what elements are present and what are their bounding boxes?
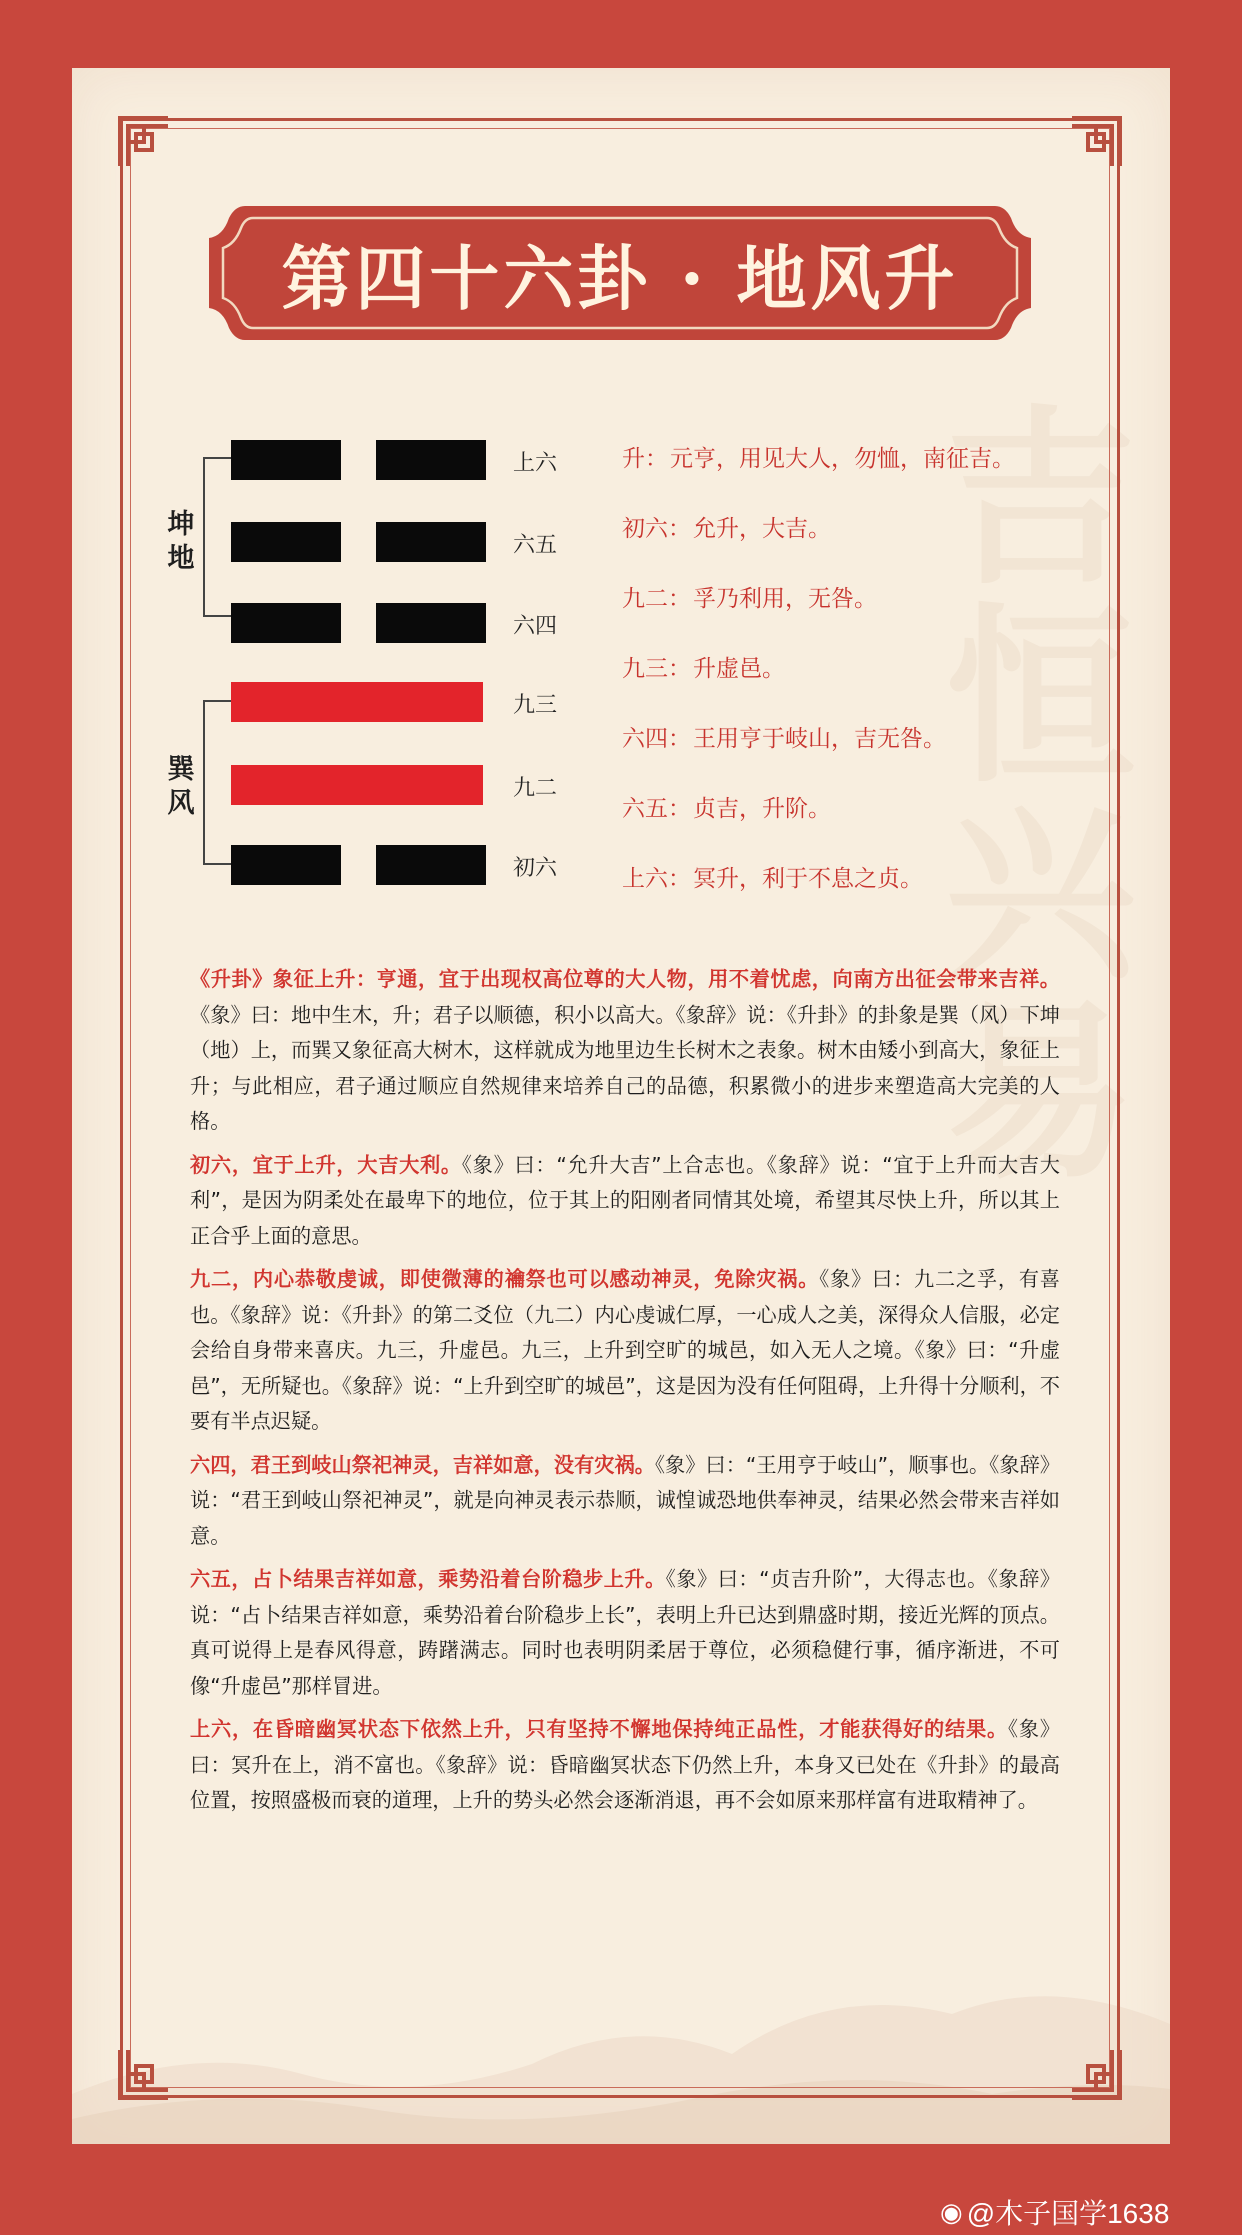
yin-line-left — [231, 845, 341, 885]
lower-trigram-label: 巽风 — [167, 754, 195, 819]
yin-line-right — [376, 522, 486, 562]
title-plaque — [205, 198, 1035, 348]
verse-line — [622, 790, 831, 823]
commentary-paragraph — [190, 1148, 1060, 1255]
verse-text: 冥升，利于不息之贞。 — [693, 866, 923, 892]
corner-ornament-icon — [118, 2048, 170, 2100]
weibo-icon: ◉ — [940, 2196, 963, 2227]
paragraph-text: 《象》曰：冥升在上，消不富也。《象辞》说：昏暗幽冥状态下仍然上升，本身又已处在《升卦》的最高位置，按照盛极而衰的道理，上升的势头必然会逐渐消退，再不会如原来那样富有进取精神了。 — [190, 1717, 1060, 1812]
verse-text: 贞吉，升阶。 — [693, 796, 831, 822]
verse-head: 升： — [622, 446, 668, 472]
watermark-text: @木子国学1638 — [966, 2198, 1170, 2229]
commentary-paragraph — [190, 1562, 1060, 1704]
verse-head: 上六： — [622, 866, 691, 892]
corner-ornament-icon — [1070, 2048, 1122, 2100]
corner-ornament-icon — [118, 116, 170, 168]
line-label: 上六 — [513, 451, 558, 476]
verse-line — [622, 510, 831, 543]
verse-text: 升虚邑。 — [693, 656, 785, 682]
yin-line-right — [376, 845, 486, 885]
yin-line-left — [231, 522, 341, 562]
verse-line — [622, 860, 923, 893]
weibo-watermark — [940, 2189, 1242, 2235]
paragraph-lead: 上六，在昏暗幽冥状态下依然上升，只有坚持不懈地保持纯正品性，才能获得好的结果。 — [190, 1717, 1008, 1741]
verse-head: 九二： — [622, 586, 691, 612]
verse-line — [622, 580, 877, 613]
commentary-paragraph — [190, 962, 1060, 1140]
bracket-tick — [203, 615, 233, 617]
page-title: 第四十六卦 · 地风升 — [281, 236, 959, 320]
corner-ornament-icon — [1070, 116, 1122, 168]
verse-head: 六四： — [622, 726, 691, 752]
verse-line — [622, 440, 1015, 473]
line-label: 六五 — [513, 533, 558, 558]
verse-text: 允升，大吉。 — [693, 516, 831, 542]
bracket-tick — [203, 457, 233, 459]
yang-line — [231, 765, 483, 805]
paragraph-lead: 《升卦》象征上升：亨通，宜于出现权高位尊的大人物，用不着忧虑，向南方出征会带来吉祥。 — [190, 967, 1060, 991]
paragraph-text: 《象》曰：地中生木，升；君子以顺德，积小以高大。《象辞》说：《升卦》的卦象是巽（风）下坤（地）上，而巽又象征高大树木，这样就成为地里边生长树木之表象。树木由矮小到高大，象征上升；与此相应，君子通过顺应自然规律来培养自己的品德，积累微小的进步来塑造高大完美的人格。 — [190, 1002, 1060, 1133]
line-label: 六四 — [513, 614, 558, 639]
paragraph-text: 《象》曰：“王用亨于岐山”，顺事也。《象辞》说：“君王到岐山祭祀神灵”，就是向神灵表示恭顺，诚惶诚恐地供奉神灵，结果必然会带来吉祥如意。 — [190, 1452, 1060, 1548]
paragraph-lead: 九二，内心恭敬虔诚，即使微薄的禴祭也可以感动神灵，免除灾祸。 — [190, 1267, 820, 1291]
line-label: 九三 — [513, 693, 558, 718]
lower-bracket — [203, 700, 205, 865]
commentary-paragraph — [190, 1262, 1060, 1440]
bracket-tick — [203, 863, 233, 865]
yin-line-right — [376, 603, 486, 643]
commentary-paragraph — [190, 1712, 1060, 1819]
verse-line — [622, 720, 946, 753]
verse-head: 初六： — [622, 516, 691, 542]
upper-trigram-label: 坤地 — [167, 509, 195, 574]
verse-head: 九三： — [622, 656, 691, 682]
paragraph-text: 《象》曰：“允升大吉”上合志也。《象辞》说：“宜于上升而大吉大利”，是因为阴柔处在最卑下的地位，位于其上的阳刚者同情其处境，希望其尽快上升，所以其上正合乎上面的意思。 — [190, 1152, 1060, 1248]
line-label: 初六 — [513, 856, 558, 881]
commentary-paragraph — [190, 1448, 1060, 1555]
paragraph-lead: 初六，宜于上升，大吉大利。 — [190, 1152, 462, 1177]
verse-head: 六五： — [622, 796, 691, 822]
yin-line-right — [376, 440, 486, 480]
upper-bracket — [203, 457, 205, 617]
commentary-body — [190, 962, 1060, 1827]
verse-text: 元亨，用见大人，勿恤，南征吉。 — [670, 446, 1015, 472]
yin-line-left — [231, 440, 341, 480]
paragraph-text: 《象》曰：“贞吉升阶”，大得志也。《象辞》说：“占卜结果吉祥如意，乘势沿着台阶稳步上长”，表明上升已达到鼎盛时期，接近光辉的顶点。真可说得上是春风得意，踌躇满志。同时也表明阴柔居于尊位，必须稳健行事，循序渐进，不可像“升虚邑”那样冒进。 — [190, 1567, 1060, 1698]
bracket-tick — [203, 700, 233, 702]
verse-text: 孚乃利用，无咎。 — [693, 586, 877, 612]
paragraph-text: 《象》曰：九二之孚，有喜也。《象辞》说：《升卦》的第二爻位（九二）内心虔诚仁厚，一心成人之美，深得众人信服，必定会给自身带来喜庆。九三，升虚邑。九三，上升到空旷的城邑，如入无人之境。《象》曰：“升虚邑”，无所疑也。《象辞》说：“上升到空旷的城邑”，这是因为没有任何阻碍，上升得十分顺利，不要有半点迟疑。 — [190, 1267, 1060, 1433]
paragraph-lead: 六五，占卜结果吉祥如意，乘势沿着台阶稳步上升。 — [190, 1567, 666, 1591]
paragraph-lead: 六四，君王到岐山祭祀神灵，吉祥如意，没有灾祸。 — [190, 1452, 655, 1477]
verse-line — [622, 650, 785, 683]
background-watermark: 吉恒兴易 — [914, 398, 1137, 1190]
yang-line — [231, 682, 483, 722]
line-label: 九二 — [513, 776, 558, 801]
verse-text: 王用亨于岐山，吉无咎。 — [693, 726, 946, 752]
yin-line-left — [231, 603, 341, 643]
